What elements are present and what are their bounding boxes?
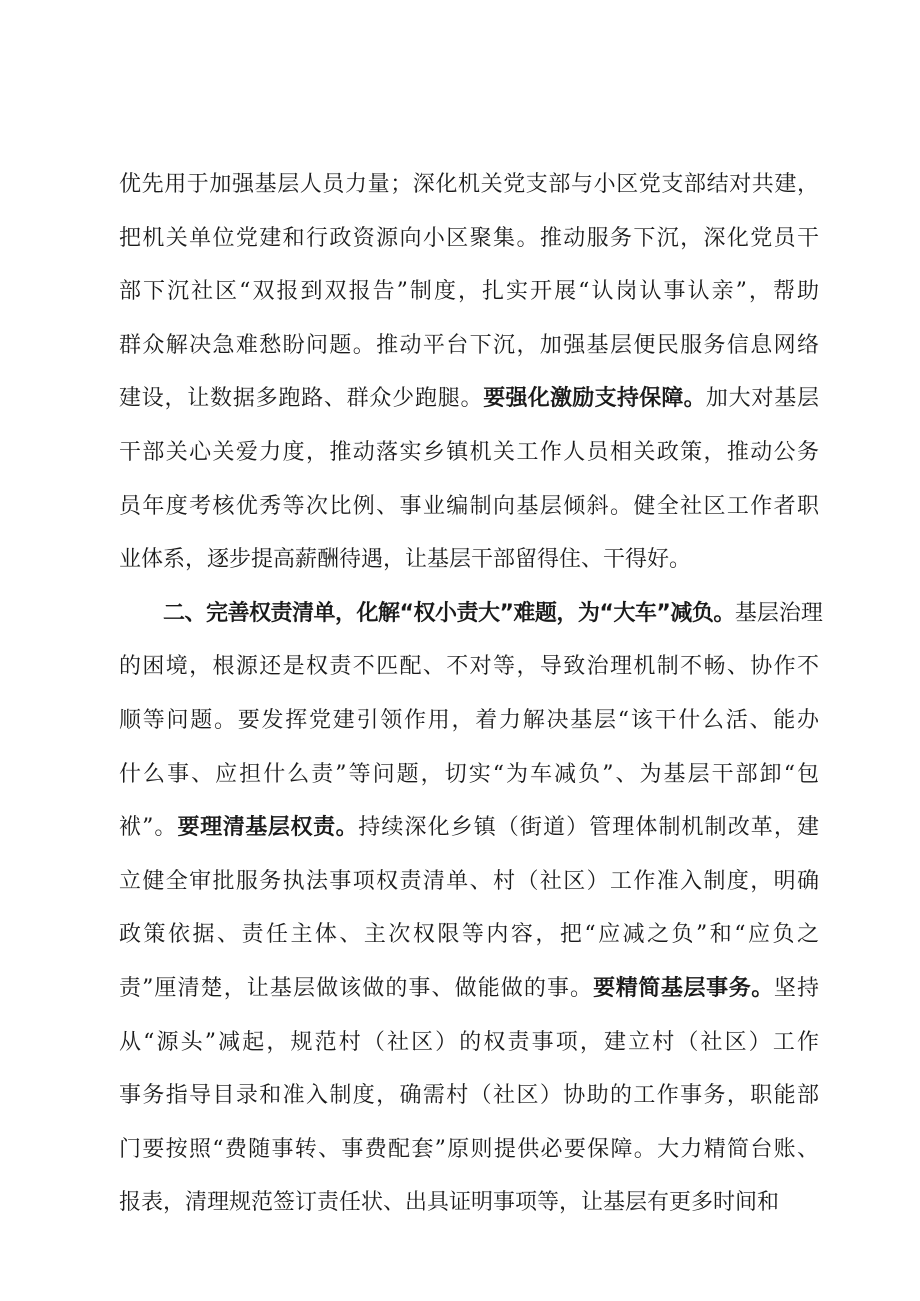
text-line: 员年度考核优秀等次比例、事业编制向基层倾斜。健全社区工作者职 bbox=[119, 493, 819, 519]
text-line: 部下沉社区“双报到双报告”制度，扎实开展“认岗认事认亲”，帮助 bbox=[119, 279, 819, 305]
text-run: 坚持 bbox=[773, 975, 819, 1001]
text-line: 事务指导目录和准入制度，确需村（社区）协助的工作事务，职能部 bbox=[119, 1083, 819, 1109]
text-run: 加大对基层 bbox=[705, 386, 819, 412]
text-line: 的困境，根源还是权责不匹配、不对等，导致治理机制不畅、协作不 bbox=[119, 654, 819, 680]
text-line bbox=[119, 372, 819, 426]
text-line: 报表，清理规范签订责任状、出具证明事项等，让基层有更多时间和 bbox=[119, 1190, 780, 1216]
body-text bbox=[119, 158, 823, 1230]
text-run: 基层治理 bbox=[734, 600, 823, 626]
text-run: 建设，让数据多跑路、群众少跑腿。 bbox=[119, 386, 484, 412]
text-run: 袱”。 bbox=[119, 815, 178, 841]
text-line: 门要按照“费随事转、事费配套”原则提供必要保障。大力精简台账、 bbox=[119, 1136, 819, 1162]
section-heading: 二、完善权责清单，化解“权小责大”难题，为“大车”减负。 bbox=[163, 600, 735, 626]
text-line: 政策依据、责任主体、主次权限等内容，把“应减之负”和“应负之 bbox=[119, 922, 819, 948]
text-line bbox=[119, 587, 823, 641]
bold-heading: 要精简基层事务。 bbox=[593, 975, 774, 1001]
text-run: 持续深化乡镇（街道）管理体制机制改革，建 bbox=[358, 815, 819, 841]
text-line: 群众解决急难愁盼问题。推动平台下沉，加强基层便民服务信息网络 bbox=[119, 332, 819, 358]
bold-heading: 要理清基层权责。 bbox=[177, 815, 359, 841]
text-line: 干部关心关爱力度，推动落实乡镇机关工作人员相关政策，推动公务 bbox=[119, 439, 819, 465]
text-line: 优先用于加强基层人员力量；深化机关党支部与小区党支部结对共建， bbox=[119, 172, 819, 197]
text-line: 把机关单位党建和行政资源向小区聚集。推动服务下沉，深化党员干 bbox=[119, 225, 819, 251]
text-line: 立健全审批服务执法事项权责清单、村（社区）工作准入制度，明确 bbox=[119, 868, 819, 894]
text-line bbox=[119, 962, 819, 1016]
text-line: 业体系，逐步提高薪酬待遇，让基层干部留得住、干得好。 bbox=[119, 547, 692, 573]
text-line: 顺等问题。要发挥党建引领作用，着力解决基层“该干什么活、能办 bbox=[119, 707, 819, 733]
text-line: 从“源头”减起，规范村（社区）的权责事项，建立村（社区）工作 bbox=[119, 1029, 819, 1055]
bold-heading: 要强化激励支持保障。 bbox=[483, 386, 706, 412]
text-line: 什么事、应担什么责”等问题，切实“为车减负”、为基层干部卸“包 bbox=[119, 761, 819, 787]
text-run: 责”厘清楚，让基层做该做的事、做能做的事。 bbox=[119, 975, 594, 1001]
text-line bbox=[119, 801, 819, 855]
